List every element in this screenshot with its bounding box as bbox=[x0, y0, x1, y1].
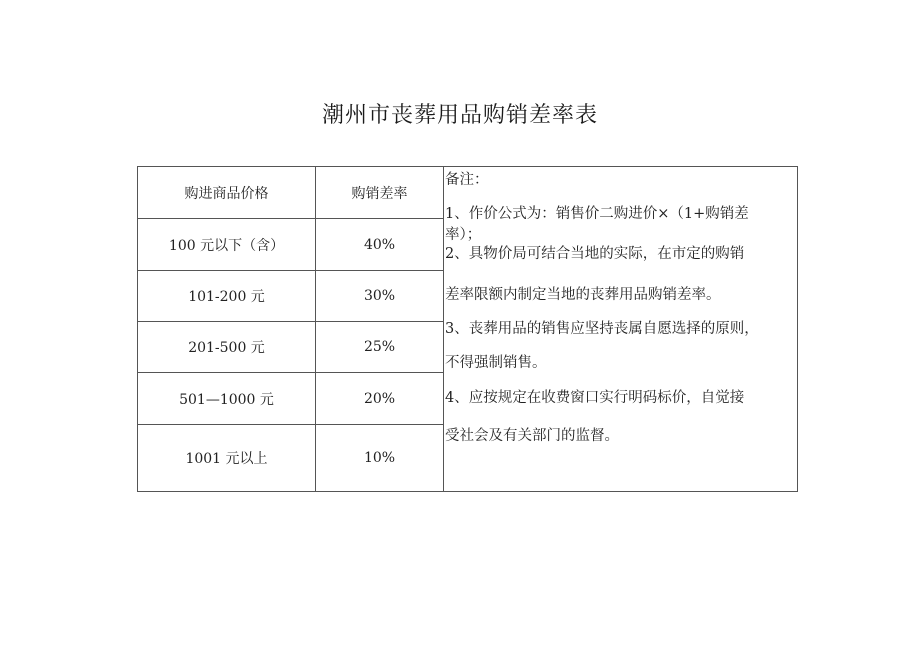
table-row-price: 501—1000 元 bbox=[179, 391, 274, 408]
table-row-rate: 20% bbox=[363, 390, 396, 407]
note-item-4-line-2: 受社会及有关部门的监督。 bbox=[445, 428, 619, 444]
page-title: 潮州市丧葬用品购销差率表 bbox=[321, 103, 598, 128]
notes-heading: 备注： bbox=[445, 172, 489, 188]
header-price: 购进商品价格 bbox=[184, 185, 269, 202]
table-row-rate: 40% bbox=[363, 236, 396, 253]
table-row-rate: 30% bbox=[363, 288, 396, 304]
table-row-price: 100 元以下（含） bbox=[168, 237, 285, 254]
table-row-price: 101-200 元 bbox=[188, 289, 265, 305]
note-item-3-line-1: 3、丧葬用品的销售应坚持丧属自愿选择的原则， bbox=[445, 321, 759, 337]
header-rate: 购销差率 bbox=[351, 185, 408, 202]
note-item-1-line-2: 率）； bbox=[445, 227, 482, 243]
notes-panel bbox=[445, 167, 797, 491]
table-row-rate: 25% bbox=[363, 339, 396, 355]
rate-table bbox=[137, 166, 798, 492]
note-item-1-line-1: 1、作价公式为：销售价二购进价×（1+购销差 bbox=[445, 206, 749, 222]
note-item-4-line-1: 4、应按规定在收费窗口实行明码标价，自觉接 bbox=[445, 390, 745, 406]
table-row-rate: 10% bbox=[363, 450, 396, 466]
note-item-2-line-1-clipped: 2、具物价局可结合当地的实际，在市定的购销 bbox=[445, 246, 745, 262]
column-divider bbox=[443, 167, 444, 491]
table-row-price: 1001 元以上 bbox=[185, 451, 268, 467]
table-row-price: 201-500 元 bbox=[188, 340, 265, 356]
note-item-3-line-2: 不得强制销售。 bbox=[445, 355, 547, 371]
note-item-2-line-2: 差率限额内制定当地的丧葬用品购销差率。 bbox=[445, 287, 721, 303]
